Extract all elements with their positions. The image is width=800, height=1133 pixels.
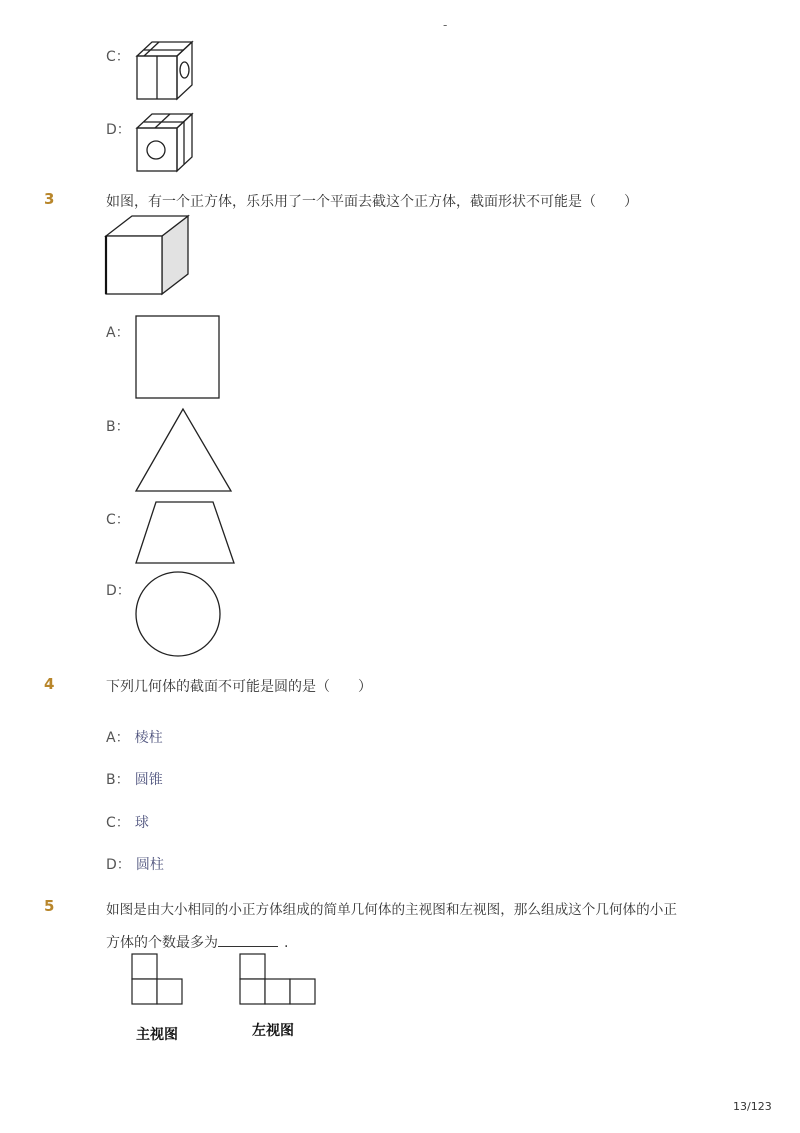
- front-view-caption: 主视图: [136, 1027, 178, 1043]
- q3-option-d-letter: D：: [106, 583, 131, 599]
- question-3-text: 如图，有一个正方体，乐乐用了一个平面去截这个正方体，截面形状不可能是（ ）: [106, 194, 638, 210]
- cube-with-split-front-and-circle-side-icon[interactable]: [134, 40, 196, 102]
- q4-option-b[interactable]: [106, 769, 163, 789]
- q3-option-a-letter: A：: [106, 325, 130, 341]
- question-5-text-line1: 如图是由大小相同的小正方体组成的简单几何体的主视图和左视图，那么组成这个几何体的小正: [106, 902, 677, 918]
- q4-option-a-letter: A：: [106, 730, 130, 746]
- question-5-text-line2-content: 方体的个数最多为: [106, 935, 218, 951]
- q3-option-b-letter: B：: [106, 419, 130, 435]
- q2-option-d-letter: D：: [106, 122, 131, 138]
- q2-option-c-letter: C：: [106, 49, 130, 65]
- circle-icon[interactable]: [134, 570, 224, 660]
- q4-option-b-letter: B：: [106, 772, 130, 788]
- answer-blank[interactable]: [218, 932, 278, 947]
- q4-option-b-text: 圆锥: [134, 772, 163, 788]
- q4-option-d-letter: D：: [106, 857, 131, 873]
- cube-with-circle-front-icon[interactable]: [134, 112, 196, 174]
- question-4-text: 下列几何体的截面不可能是圆的是（ ）: [106, 679, 372, 695]
- page-number: 13/123: [733, 1100, 772, 1113]
- q4-option-a[interactable]: [106, 727, 163, 747]
- q3-option-c-letter: C：: [106, 512, 130, 528]
- trapezoid-icon[interactable]: [134, 500, 238, 566]
- left-view-grid: [239, 953, 317, 1007]
- question-number-4: 4: [44, 675, 55, 693]
- question-5-text-end: .: [284, 935, 289, 951]
- square-icon[interactable]: [134, 314, 222, 400]
- q4-option-c-text: 球: [134, 815, 149, 831]
- cube-icon: [104, 214, 192, 298]
- question-5-text-line2: [106, 932, 288, 952]
- question-number-5: 5: [44, 897, 55, 915]
- q4-option-a-text: 棱柱: [134, 730, 163, 746]
- q4-option-d-text: 圆柱: [135, 857, 164, 873]
- question-number-3: 3: [44, 190, 55, 208]
- front-view-grid: [131, 953, 185, 1007]
- top-mark: -: [443, 18, 448, 32]
- q4-option-c[interactable]: [106, 812, 149, 832]
- left-view-caption: 左视图: [252, 1023, 294, 1039]
- q4-option-c-letter: C：: [106, 815, 130, 831]
- q4-option-d[interactable]: [106, 854, 164, 874]
- triangle-icon[interactable]: [134, 406, 234, 494]
